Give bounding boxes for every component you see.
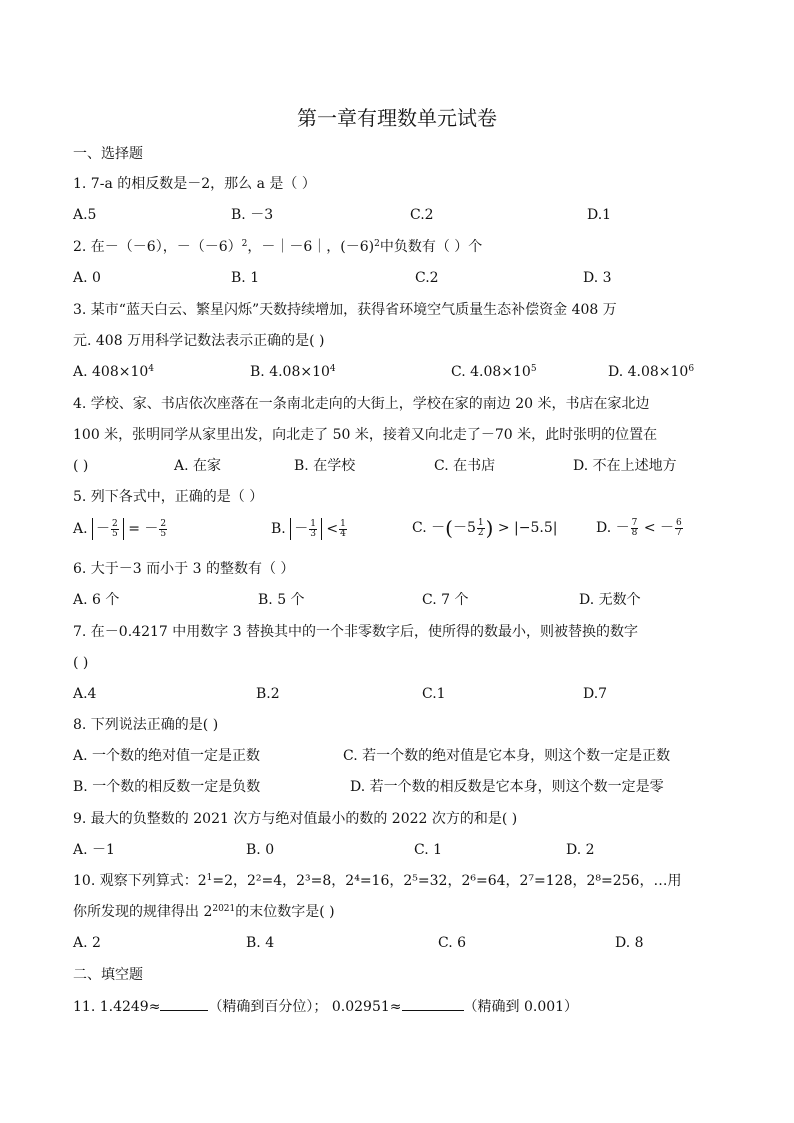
q2-option-d: D. 3 [583,270,612,286]
q8-option-d: D. 若一个数的相反数是它本身，则这个数一定是零 [350,779,664,795]
q4-option-a: A. 在家 [174,458,222,474]
q7-stem-line2: ( ) [73,655,89,671]
q5-d-frac [631,519,639,538]
q11-stem [73,996,578,1017]
q3-option-c [451,362,537,382]
q5-a-den: 5 [112,528,118,539]
q5-d-minus: － [615,520,630,536]
q5-c-gt: > [497,520,510,536]
q4-option-d: D. 不在上述地方 [573,458,677,474]
q4-stem-line1: 4. 学校、家、书店依次座落在一条南北走向的大街上，学校在家的南边 20 米，书店在家北边 [73,396,650,412]
q5-option-a [73,518,168,540]
q10-sup2: 2021 [212,904,236,914]
q3-option-d [608,362,694,382]
q5-a-frac2 [159,520,167,539]
q10-line2-pre: 你所发现的规律得出 2 [73,904,213,920]
q3-option-b [250,362,336,382]
q7-option-d: D.7 [583,686,608,702]
q11-pre: 11. 1.4249≈ [73,999,161,1015]
q6-option-a: A. 6 个 [73,592,120,608]
q7-option-a: A.4 [73,686,97,702]
q5-d-den2: 7 [676,527,682,538]
q3-option-a-base: A. 408×10 [73,364,149,380]
q2-sup2: 2 [374,239,380,249]
q9-option-d: D. 2 [566,842,595,858]
q3-stem-line1: 3. 某市“蓝天白云、繁星闪烁”天数持续增加，获得省环境空气质量生态补偿资金 408 万 [73,302,617,318]
q5-b-num2: 1 [340,518,346,529]
q6-option-d: D. 无数个 [579,592,641,608]
q5-c-whole: 5 [466,520,476,536]
q1-option-b: B. －3 [231,207,274,223]
section-heading-choice: 一、选择题 [73,146,143,162]
q5-a-abs [92,518,124,540]
q3-option-b-base: B. 4.08×10 [250,364,330,380]
q3-option-a-exp: 4 [148,364,155,374]
q5-d-frac2 [675,519,683,538]
q5-c-lparen: ( [445,516,453,540]
q5-d-minus2: － [660,520,675,536]
q6-option-b: B. 5 个 [258,592,305,608]
q5-a-eq: = [128,521,140,537]
q5-b-label: B. [271,521,286,537]
section-heading-fill: 二、填空题 [73,967,143,983]
q4-option-c: C. 在书店 [434,458,496,474]
q4-option-b: B. 在学校 [294,458,356,474]
q5-a-num2: 2 [160,518,167,529]
q5-c-rparen: ) [485,516,494,540]
q3-stem-line2: 元. 408 万用科学记数法表示正确的是( ) [73,333,325,349]
q10-line1-pre: 10. 观察下列算式：2 [73,873,207,889]
q7-option-b: B.2 [256,686,280,702]
page-title: 第一章有理数单元试卷 [297,106,497,130]
q10-option-d: D. 8 [615,935,644,951]
q5-c-minus2: － [452,520,467,536]
q2-stem-post: 中负数有（ ）个 [379,239,483,255]
q5-a-num: 2 [112,518,118,529]
q3-option-d-exp: 6 [688,364,695,374]
q9-option-c: C. 1 [414,842,443,858]
q2-option-a: A. 0 [73,270,101,286]
q5-c-frac [477,519,485,538]
q6-option-c: C. 7 个 [422,592,469,608]
q5-b-den2: 4 [340,528,346,539]
q8-option-b: B. 一个数的相反数一定是负数 [73,779,261,795]
q1-option-a: A.5 [73,207,97,223]
q5-b-lt: < [326,521,339,537]
q5-b-abs [290,518,322,540]
q11-post: （精确到 0.001） [463,999,579,1015]
q5-c-rhs: |−5.5| [514,520,558,536]
q5-a-label: A. [73,521,88,537]
q9-stem: 9. 最大的负整数的 2021 次方与绝对值最小的数的 2022 次方的和是( ) [73,811,518,827]
q2-sup1: 2 [241,239,248,249]
q8-stem: 8. 下列说法正确的是( ) [73,717,219,733]
q5-c-minus: － [431,520,446,536]
q10-option-a: A. 2 [73,935,101,951]
q2-option-c: C.2 [415,270,439,286]
q5-option-b [271,518,348,540]
q10-stem-line2 [73,902,335,922]
q2-stem-pre: 2. 在－（－6），－（－6） [73,239,242,255]
q7-option-c: C.1 [422,686,446,702]
q3-option-c-exp: 5 [530,364,537,374]
q10-option-c: C. 6 [438,935,467,951]
q1-option-c: C.2 [410,207,434,223]
q5-c-num: 1 [477,517,484,528]
q3-option-c-base: C. 4.08×10 [451,364,531,380]
q5-a-den2: 5 [160,528,167,539]
q10-sup1: 1 [206,873,213,883]
q5-c-label: C. [412,520,427,536]
q5-c-den: 2 [477,527,484,538]
q5-b-frac2 [339,520,347,539]
q8-option-c: C. 若一个数的绝对值是它本身，则这个数一定是正数 [343,748,671,764]
q5-b-num: 1 [310,518,316,529]
q5-option-c [412,518,557,538]
q2-stem-mid: ，－｜－6｜，(－6) [247,239,375,255]
q2-stem [73,237,482,257]
q5-d-num: 7 [631,517,638,528]
q5-a-minus2: － [144,521,159,537]
q3-option-a [73,362,154,382]
q11-blank-2[interactable] [402,996,464,1011]
q1-option-d: D.1 [587,207,612,223]
q1-stem: 1. 7-a 的相反数是－2，那么 a 是（ ） [73,176,316,192]
q5-a-minus: － [96,521,111,537]
q5-stem: 5. 列下各式中，正确的是（ ） [73,489,264,505]
q11-blank-1[interactable] [160,996,208,1011]
q4-answer-paren: ( ) [73,458,89,474]
q5-b-frac [309,520,317,539]
q3-option-b-exp: 4 [329,364,336,374]
q10-option-b: B. 4 [246,935,275,951]
q5-option-d [596,518,684,538]
q10-line1-rest: =2，2²=4，2³=8，2⁴=16，2⁵=32，2⁶=64，2⁷=128，2⁸=256，…用 [212,873,682,889]
q9-option-b: B. 0 [246,842,275,858]
q10-line2-post: 的末位数字是( ) [235,904,335,920]
q11-mid: （精确到百分位）； 0.02951≈ [208,999,402,1015]
q9-option-a: A. －1 [73,842,115,858]
q5-d-den: 8 [631,527,638,538]
q8-option-a: A. 一个数的绝对值一定是正数 [73,748,261,764]
q5-d-label: D. [596,520,612,536]
q10-stem-line1 [73,871,681,891]
q3-option-d-base: D. 4.08×10 [608,364,689,380]
q5-a-frac [111,520,119,539]
q6-stem: 6. 大于－3 而小于 3 的整数有（ ） [73,561,295,577]
q7-stem-line1: 7. 在－0.4217 中用数字 3 替换其中的一个非零数字后，使所得的数最小，则被替换的数字 [73,624,639,640]
q5-d-num2: 6 [676,517,682,528]
q5-b-minus: － [294,521,309,537]
q5-b-den: 3 [310,528,316,539]
q4-stem-line2: 100 米，张明同学从家里出发，向北走了 50 米，接着又向北走了－70 米，此时张明的位置在 [73,427,658,443]
q2-option-b: B. 1 [231,270,260,286]
q5-d-lt: < [643,520,656,536]
